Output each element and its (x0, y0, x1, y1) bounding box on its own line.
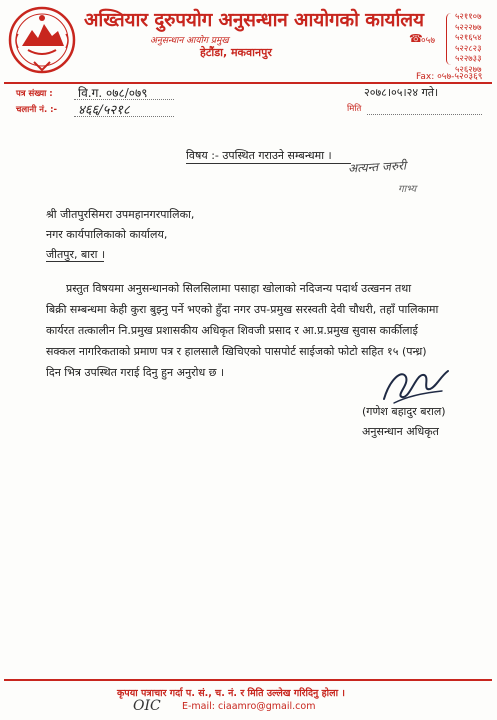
body-line: बिक्री सम्बन्धमा केही कुरा बुझ्नु पर्ने भएको हुँदा नगर उप-प्रमुख सरस्वती देवी चौधरी, तहाँ पालिकामा (46, 303, 439, 316)
dispatch-number-value: ४६६/५२१८ (78, 103, 130, 118)
fax-number: Fax: ०५७-५२०३६९ (416, 72, 483, 82)
phone-number: ५२६२७७ (455, 64, 482, 75)
body-line: दिन भित्र उपस्थित गराई दिनु हुन अनुरोध छ । (46, 366, 225, 379)
nepal-emblem-icon (8, 4, 76, 78)
office-name: अख्तियार दुरुपयोग अनुसन्धान आयोगको कार्यालय (84, 9, 424, 31)
recipient-line: श्री जीतपुरसिमरा उपमहानगरपालिका, (46, 208, 195, 221)
handwritten-note: गाभ्य (398, 184, 417, 195)
subject-line: विषय :- उपस्थित गराउने सम्बन्धमा । (186, 149, 332, 162)
footer-note: कृपया पत्राचार गर्दा प. सं., च. नं. र मिति उल्लेख गरिदिनु होला । (117, 688, 345, 699)
date-line (367, 114, 482, 115)
phone-number: ५२११०७ (455, 12, 482, 22)
body-line: कार्यरत तत्कालीन नि.प्रमुख प्रशासकीय अधिकृत शिवजी प्रसाद र आ.प्र.प्रमुख सुवास कार्कीलाई (46, 324, 418, 337)
signature-mark (376, 363, 456, 408)
footer-divider (4, 679, 492, 681)
body-line: प्रस्तुत विषयमा अनुसन्धानको सिलसिलामा पसाहा खोलाको नदिजन्य पदार्थ उत्खनन तथा (66, 282, 412, 295)
phone-bracket (446, 13, 451, 65)
phone-number: ५२२२७७ (455, 22, 482, 33)
recipient-line: नगर कार्यपालिकाको कार्यालय, (46, 228, 168, 241)
phone-area-code: ०५७ (421, 36, 436, 46)
telephone-icon: ☎ (409, 32, 423, 45)
signer-title: अनुसन्धान अधिकृत (362, 425, 439, 438)
phone-number: ५२२७३३ (455, 54, 482, 64)
subject-underline (186, 163, 351, 164)
phone-number: ५२२८२३ (455, 43, 482, 54)
recipient-underline (46, 261, 104, 262)
handwritten-code: OIC (133, 698, 161, 714)
dispatch-number-line (74, 116, 174, 117)
handwritten-urgent-note: अत्यन्त जरुरी (347, 158, 407, 176)
letter-date: २०७८।०५।२४ गते। (364, 86, 439, 99)
office-address: हेटौंडा, मकवानपुर (200, 46, 272, 59)
letter-number-value: वि.ग. ०७८/०७९ (78, 86, 148, 100)
phone-numbers (455, 12, 482, 75)
phone-number: ५२१६५४ (455, 33, 482, 43)
footer-email: E-mail: ciaamro@gmail.com (182, 701, 316, 712)
signer-name: (गणेश बहादुर बराल) (362, 405, 446, 418)
letter-number-label: पत्र संख्या : (16, 89, 53, 99)
office-subtitle: अनुसन्धान आयोग प्रमुख (150, 36, 229, 46)
dispatch-number-label: चलानी नं. :- (16, 105, 58, 115)
recipient-line: जीतपुर, बारा । (46, 248, 106, 261)
body-line: सक्कल नागरिकताको प्रमाण पत्र र हालसालै खिचिएको पासपोर्ट साईजको फोटो सहित १५ (पन्ध्र) (46, 345, 427, 358)
date-label: मिति (347, 104, 362, 114)
